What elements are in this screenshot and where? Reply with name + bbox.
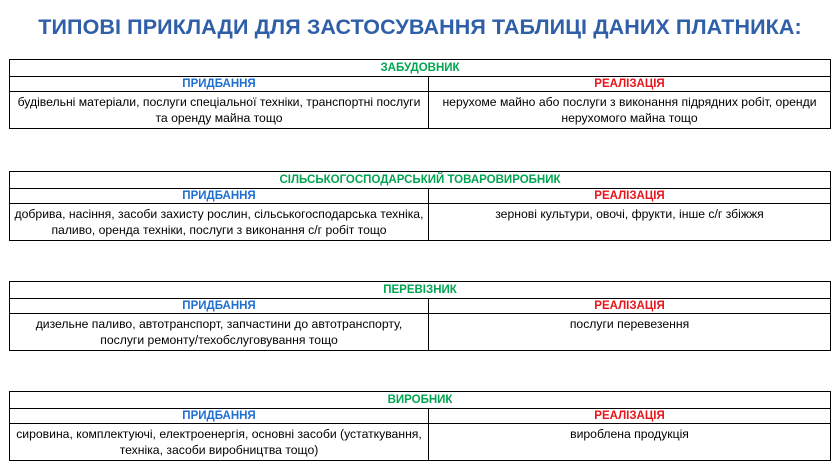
sale-header: РЕАЛІЗАЦІЯ (429, 299, 831, 314)
category-title: СІЛЬСЬКОГОСПОДАРСЬКИЙ ТОВАРОВИРОБНИК (10, 172, 831, 189)
table-carrier (9, 281, 831, 351)
purchase-cell: добрива, насіння, засоби захисту рослин, сільськогосподарська техніка, паливо, оренда техніки, послуги з виконання с/г робіт тощо (10, 204, 429, 241)
purchase-cell: дизельне паливо, автотранспорт, запчастини до автотранспорту, послуги ремонту/техобслуговування тощо (10, 314, 429, 351)
purchase-header: ПРИДБАННЯ (10, 189, 429, 204)
sale-header: РЕАЛІЗАЦІЯ (429, 77, 831, 92)
category-title: ВИРОБНИК (10, 392, 831, 409)
purchase-header: ПРИДБАННЯ (10, 409, 429, 424)
table-agricultural-producer (9, 171, 831, 241)
sale-header: РЕАЛІЗАЦІЯ (429, 409, 831, 424)
purchase-header: ПРИДБАННЯ (10, 299, 429, 314)
sale-cell: нерухоме майно або послуги з виконання підрядних робіт, оренди нерухомого майна тощо (429, 92, 831, 129)
purchase-header: ПРИДБАННЯ (10, 77, 429, 92)
sale-cell: вироблена продукція (429, 424, 831, 461)
sale-cell: зернові культури, овочі, фрукти, інше с/г збіжжя (429, 204, 831, 241)
sale-header: РЕАЛІЗАЦІЯ (429, 189, 831, 204)
table-builder (9, 59, 831, 129)
table-manufacturer (9, 391, 831, 461)
purchase-cell: сировина, комплектуючі, електроенергія, основні засоби (устаткування, техніка, засоби виробництва тощо) (10, 424, 429, 461)
category-title: ПЕРЕВІЗНИК (10, 282, 831, 299)
purchase-cell: будівельні матеріали, послуги спеціальної техніки, транспортні послуги та оренду майна тощо (10, 92, 429, 129)
category-title: ЗАБУДОВНИК (10, 60, 831, 77)
page-title: ТИПОВІ ПРИКЛАДИ ДЛЯ ЗАСТОСУВАННЯ ТАБЛИЦІ ДАНИХ ПЛАТНИКА: (38, 15, 802, 39)
sale-cell: послуги перевезення (429, 314, 831, 351)
